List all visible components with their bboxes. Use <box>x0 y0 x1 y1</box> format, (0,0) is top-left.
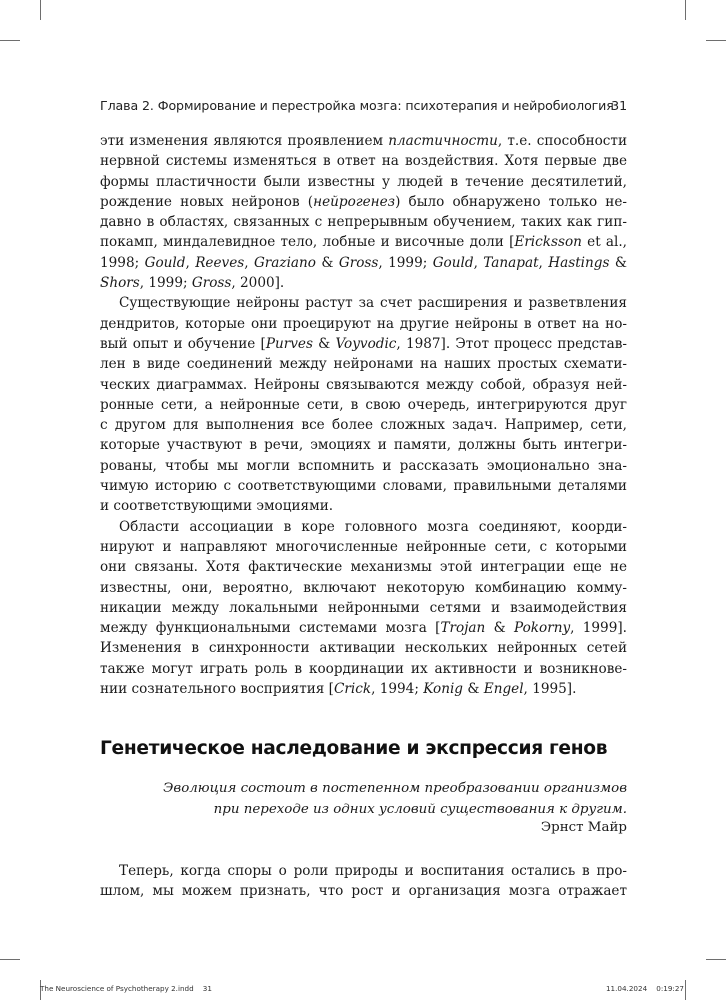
citation-italic: Ericksson <box>514 234 582 251</box>
citation-italic: Gross <box>191 275 232 292</box>
crop-mark <box>706 40 726 41</box>
paragraph-line: покамп, миндалевидное тело, лобные и височные доли [Ericksson et al., <box>100 234 627 251</box>
citation-italic: Purves <box>265 335 313 352</box>
paragraph-line: Shors, 1999; Gross, 2000]. <box>100 275 285 292</box>
paragraph <box>100 131 627 293</box>
footer-timestamp <box>606 984 684 993</box>
paragraph-line: которые участвуют в речи, эмоциях и памяти, должны быть интегри- <box>100 437 627 454</box>
paragraph-line: нируют и направляют многочисленные нейронные сети, с которыми <box>100 538 627 555</box>
paragraph-line: давно в областях, связанных с непрерывным обучением, таких как гип- <box>100 214 627 231</box>
citation-italic: Tanapat <box>483 254 539 271</box>
epigraph-line: при переходе из одних условий существования к другим. <box>213 802 627 817</box>
paragraph-line: рождение новых нейронов (нейрогенез) было обнаружено только не- <box>100 193 628 210</box>
citation-italic: Reeves <box>195 254 245 271</box>
epigraph <box>107 778 627 820</box>
page-number: 31 <box>611 98 627 113</box>
section-heading: Генетическое наследование и экспрессия генов <box>100 738 608 759</box>
footer-time: 0:19:27 <box>656 984 684 993</box>
paragraph <box>100 517 627 700</box>
paragraph-line: лен в виде соединений между нейронами на наших простых схемати- <box>100 356 627 373</box>
crop-mark <box>706 959 726 960</box>
paragraph-line: эти изменения являются проявлением пластичности, т.е. способности <box>100 133 628 149</box>
crop-mark <box>0 40 20 41</box>
paragraph-line: известны, они, вероятно, включают некоторую комбинацию комму- <box>100 579 627 596</box>
crop-mark <box>685 980 686 1000</box>
citation-italic: Graziano <box>253 254 316 271</box>
citation-italic: Gross <box>338 254 379 271</box>
paragraph-line: нервной системы изменяться в ответ на воздействия. Хотя первые две <box>100 153 627 170</box>
crop-mark <box>40 0 41 20</box>
paragraph-line: дендритов, которые они проецируют на другие нейроны в ответ на но- <box>100 315 627 332</box>
paragraph-line: они связаны. Хотя фактические механизмы этой интеграции еще не <box>100 559 627 576</box>
footer-filename: The Neuroscience of Psychotherapy 2.indd <box>40 984 194 993</box>
citation-italic: Voyvodic <box>335 335 397 352</box>
paragraph-line: 1998; Gould, Reeves, Graziano & Gross, 1999; Gould, Tanapat, Hastings & <box>100 254 627 271</box>
paragraph-line: Области ассоциации в коре головного мозга соединяют, коорди- <box>119 518 627 535</box>
paragraph-line: чимую историю с соответствующими словами, правильными деталями <box>100 478 627 495</box>
footer-page: 31 <box>202 984 212 993</box>
paragraph-line: с другом для выполнения все более сложных задач. Например, сети, <box>100 417 627 434</box>
citation-italic: Engel <box>483 681 524 698</box>
citation-italic: Konig <box>423 681 464 698</box>
citation-italic: Crick <box>333 681 372 698</box>
running-title: Глава 2. Формирование и перестройка мозга: психотерапия и нейробиология <box>100 98 614 113</box>
citation-italic: Gould <box>432 254 474 271</box>
footer-date: 11.04.2024 <box>605 984 648 993</box>
crop-mark <box>685 0 686 20</box>
paragraph-line: также могут играть роль в координации их активности и возникнове- <box>100 660 627 677</box>
citation-italic: Pokorny <box>514 620 571 637</box>
paragraph-line: Изменения в синхронности активации нескольких нейронных сетей <box>100 640 627 657</box>
running-header <box>100 98 627 113</box>
paragraph <box>100 293 627 516</box>
paragraph-line: нии сознательного восприятия [Crick, 1994; Konig & Engel, 1995]. <box>100 681 577 698</box>
epigraph-line: Эволюция состоит в постепенном преобразовании организмов <box>163 781 627 796</box>
paragraph-line: формы пластичности были известны у людей в течение десятилетий, <box>100 173 627 190</box>
final-paragraph <box>100 861 627 902</box>
footer-file <box>40 984 212 993</box>
citation-italic: Trojan <box>440 620 486 637</box>
body-text <box>100 131 627 699</box>
citation-italic: Hastings <box>548 254 610 271</box>
citation-italic: нейрогенез <box>313 193 396 210</box>
paragraph-line: между функциональными системами мозга [Trojan & Pokorny, 1999]. <box>100 620 627 637</box>
paragraph-line: и соответствующими эмоциями. <box>100 498 334 515</box>
citation-italic: Shors <box>100 275 140 292</box>
paragraph-line: рованы, чтобы мы могли вспомнить и рассказать эмоционально зна- <box>100 457 627 474</box>
crop-mark <box>0 959 20 960</box>
paragraph-line: Теперь, когда споры о роли природы и воспитания остались в про- <box>119 863 627 879</box>
paragraph-line: Существующие нейроны растут за счет расширения и разветвления <box>119 295 627 312</box>
paragraph-line: шлом, мы можем признать, что рост и организация мозга отражает <box>100 883 627 900</box>
paragraph-line: никации между локальными нейронными сетями и взаимодействия <box>100 599 627 616</box>
paragraph-line: ронные сети, а нейронные сети, в свою очередь, интегрируются друг <box>100 396 627 413</box>
citation-italic: Gould <box>144 254 186 271</box>
citation-italic: пластичности <box>388 133 498 149</box>
paragraph-line: ческих диаграммах. Нейроны связываются между собой, образуя ней- <box>100 376 627 393</box>
paragraph-line: вый опыт и обучение [Purves & Voyvodic, 1987]. Этот процесс представ- <box>100 335 627 352</box>
epigraph-author: Эрнст Майр <box>540 820 627 835</box>
